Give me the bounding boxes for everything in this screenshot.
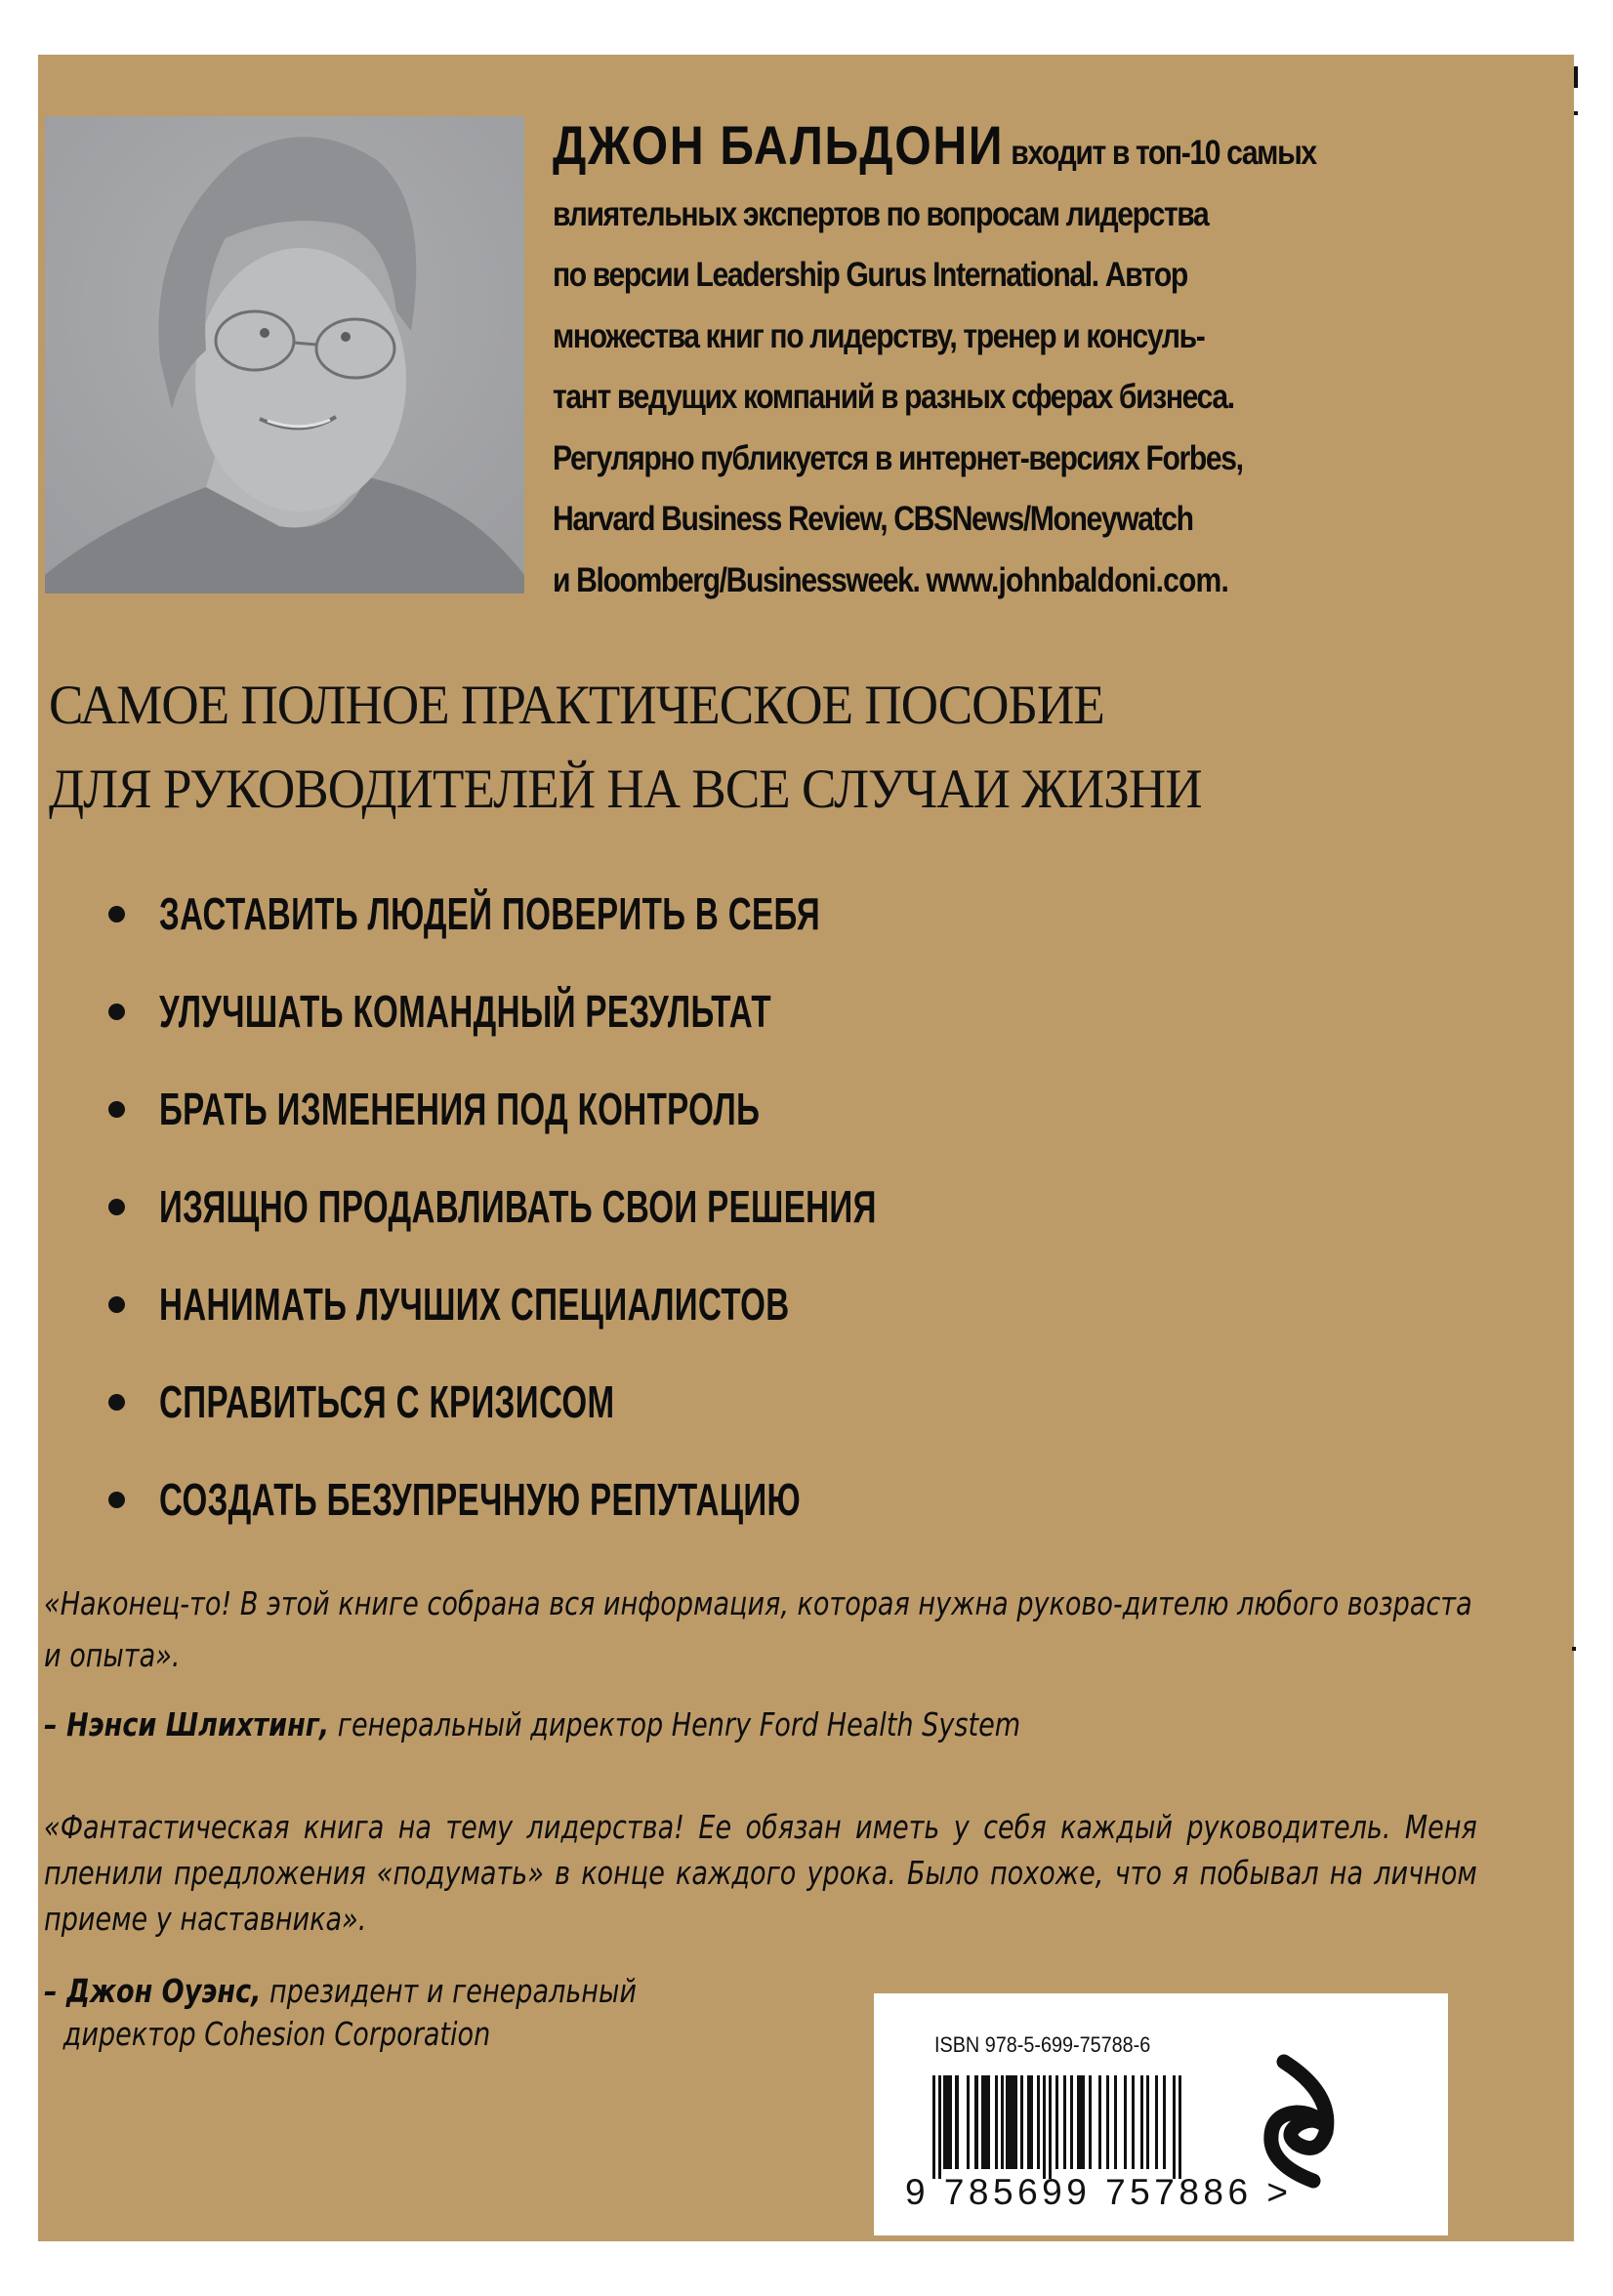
bio-line: Harvard Business Review, CBSNews/Moneywatch	[553, 500, 1193, 538]
ean-digits: 9 785699 757886 >	[905, 2172, 1293, 2212]
list-item-text: НАНИМАТЬ ЛУЧШИХ СПЕЦИАЛИСТОВ	[159, 1279, 790, 1330]
publisher-logo-icon	[1260, 2054, 1347, 2191]
list-item-text: СОЗДАТЬ БЕЗУПРЕЧНУЮ РЕПУТАЦИЮ	[159, 1474, 802, 1525]
bio-line: тант ведущих компаний в разных сферах бизнеса.	[553, 378, 1234, 416]
barcode-icon	[932, 2075, 1186, 2179]
testimonial-1-role: генеральный директор Henry Ford Health System	[329, 1705, 1021, 1743]
testimonial-1-attribution	[44, 1699, 1485, 1750]
bullet-icon	[108, 906, 125, 922]
bullet-icon	[108, 1004, 125, 1020]
isbn-label: ISBN 978-5-699-75788-6	[934, 2032, 1151, 2057]
bullet-icon	[108, 1394, 125, 1411]
author-portrait-icon	[45, 116, 524, 594]
crop-mark	[1574, 111, 1578, 115]
crop-mark	[1572, 1647, 1576, 1651]
list-item	[107, 1158, 1156, 1255]
headline-line-1: САМОЕ ПОЛНОЕ ПРАКТИЧЕСКОЕ ПОСОБИЕ	[49, 675, 1104, 736]
headline-line-2: ДЛЯ РУКОВОДИТЕЛЕЙ НА ВСЕ СЛУЧАИ ЖИЗНИ	[49, 758, 1202, 820]
list-item-text: УЛУЧШАТЬ КОМАНДНЫЙ РЕЗУЛЬТАТ	[159, 986, 772, 1037]
author-website-link[interactable]: www.johnbaldoni.com	[926, 560, 1221, 599]
testimonial-2-attribution	[44, 1970, 765, 2056]
list-item-text: СПРАВИТЬСЯ С КРИЗИСОМ	[159, 1376, 615, 1427]
bullet-icon	[108, 1492, 125, 1508]
bio-line: множества книг по лидерству, тренер и консуль-	[553, 316, 1205, 355]
bio-punctuation: .	[1220, 560, 1228, 599]
testimonial-2-author: – Джон Оуэнс,	[44, 1972, 262, 2010]
testimonial-2-role: президент и генеральный	[261, 1972, 637, 2010]
testimonial-2-text: «Фантастическая книга на тему лидерства! Ее обязан иметь у себя каждый руководитель. Меня пленили предложения «подумать» в конце каждого урока. Было похоже, что я побывал на личном приеме у наставника».	[44, 1808, 1477, 1938]
bullet-icon	[108, 1101, 125, 1118]
bio-line: и Bloomberg/Businessweek.	[553, 560, 927, 599]
testimonial-1-text: «Наконец-то! В этой книге собрана вся информация, которая нужна руково-дителю любого возраста и опыта».	[44, 1584, 1472, 1674]
bullet-icon	[108, 1296, 125, 1313]
bio-line: входит в топ-10 самых	[1004, 134, 1316, 172]
author-photo	[45, 116, 524, 594]
list-item	[107, 1060, 1156, 1158]
crop-mark	[1574, 66, 1578, 88]
bullet-icon	[108, 1199, 125, 1215]
bio-line: Регулярно публикуется в интернет-версиях Forbes,	[553, 438, 1243, 477]
bio-line: влиятельных экспертов по вопросам лидерства	[553, 194, 1209, 233]
barcode-panel	[874, 1993, 1448, 2235]
list-item-text: ИЗЯЩНО ПРОДАВЛИВАТЬ СВОИ РЕШЕНИЯ	[159, 1181, 877, 1232]
author-name: ДЖОН БАЛЬДОНИ	[553, 114, 1005, 176]
list-item-text: БРАТЬ ИЗМЕНЕНИЯ ПОД КОНТРОЛЬ	[159, 1084, 761, 1134]
benefits-list	[107, 865, 1156, 1548]
list-item	[107, 963, 1156, 1060]
testimonial-2-role-cont: директор Cohesion Corporation	[62, 2015, 491, 2053]
list-item	[107, 1451, 1156, 1548]
list-item	[107, 1255, 1156, 1353]
list-item-text: ЗАСТАВИТЬ ЛЮДЕЙ ПОВЕРИТЬ В СЕБЯ	[159, 888, 821, 939]
bio-line: по версии Leadership Gurus International. Автор	[553, 256, 1187, 294]
testimonial-1-author: – Нэнси Шлихтинг,	[44, 1705, 330, 1743]
author-bio	[553, 115, 1386, 611]
list-item	[107, 865, 1156, 963]
headline	[49, 664, 1375, 832]
list-item	[107, 1353, 1156, 1451]
